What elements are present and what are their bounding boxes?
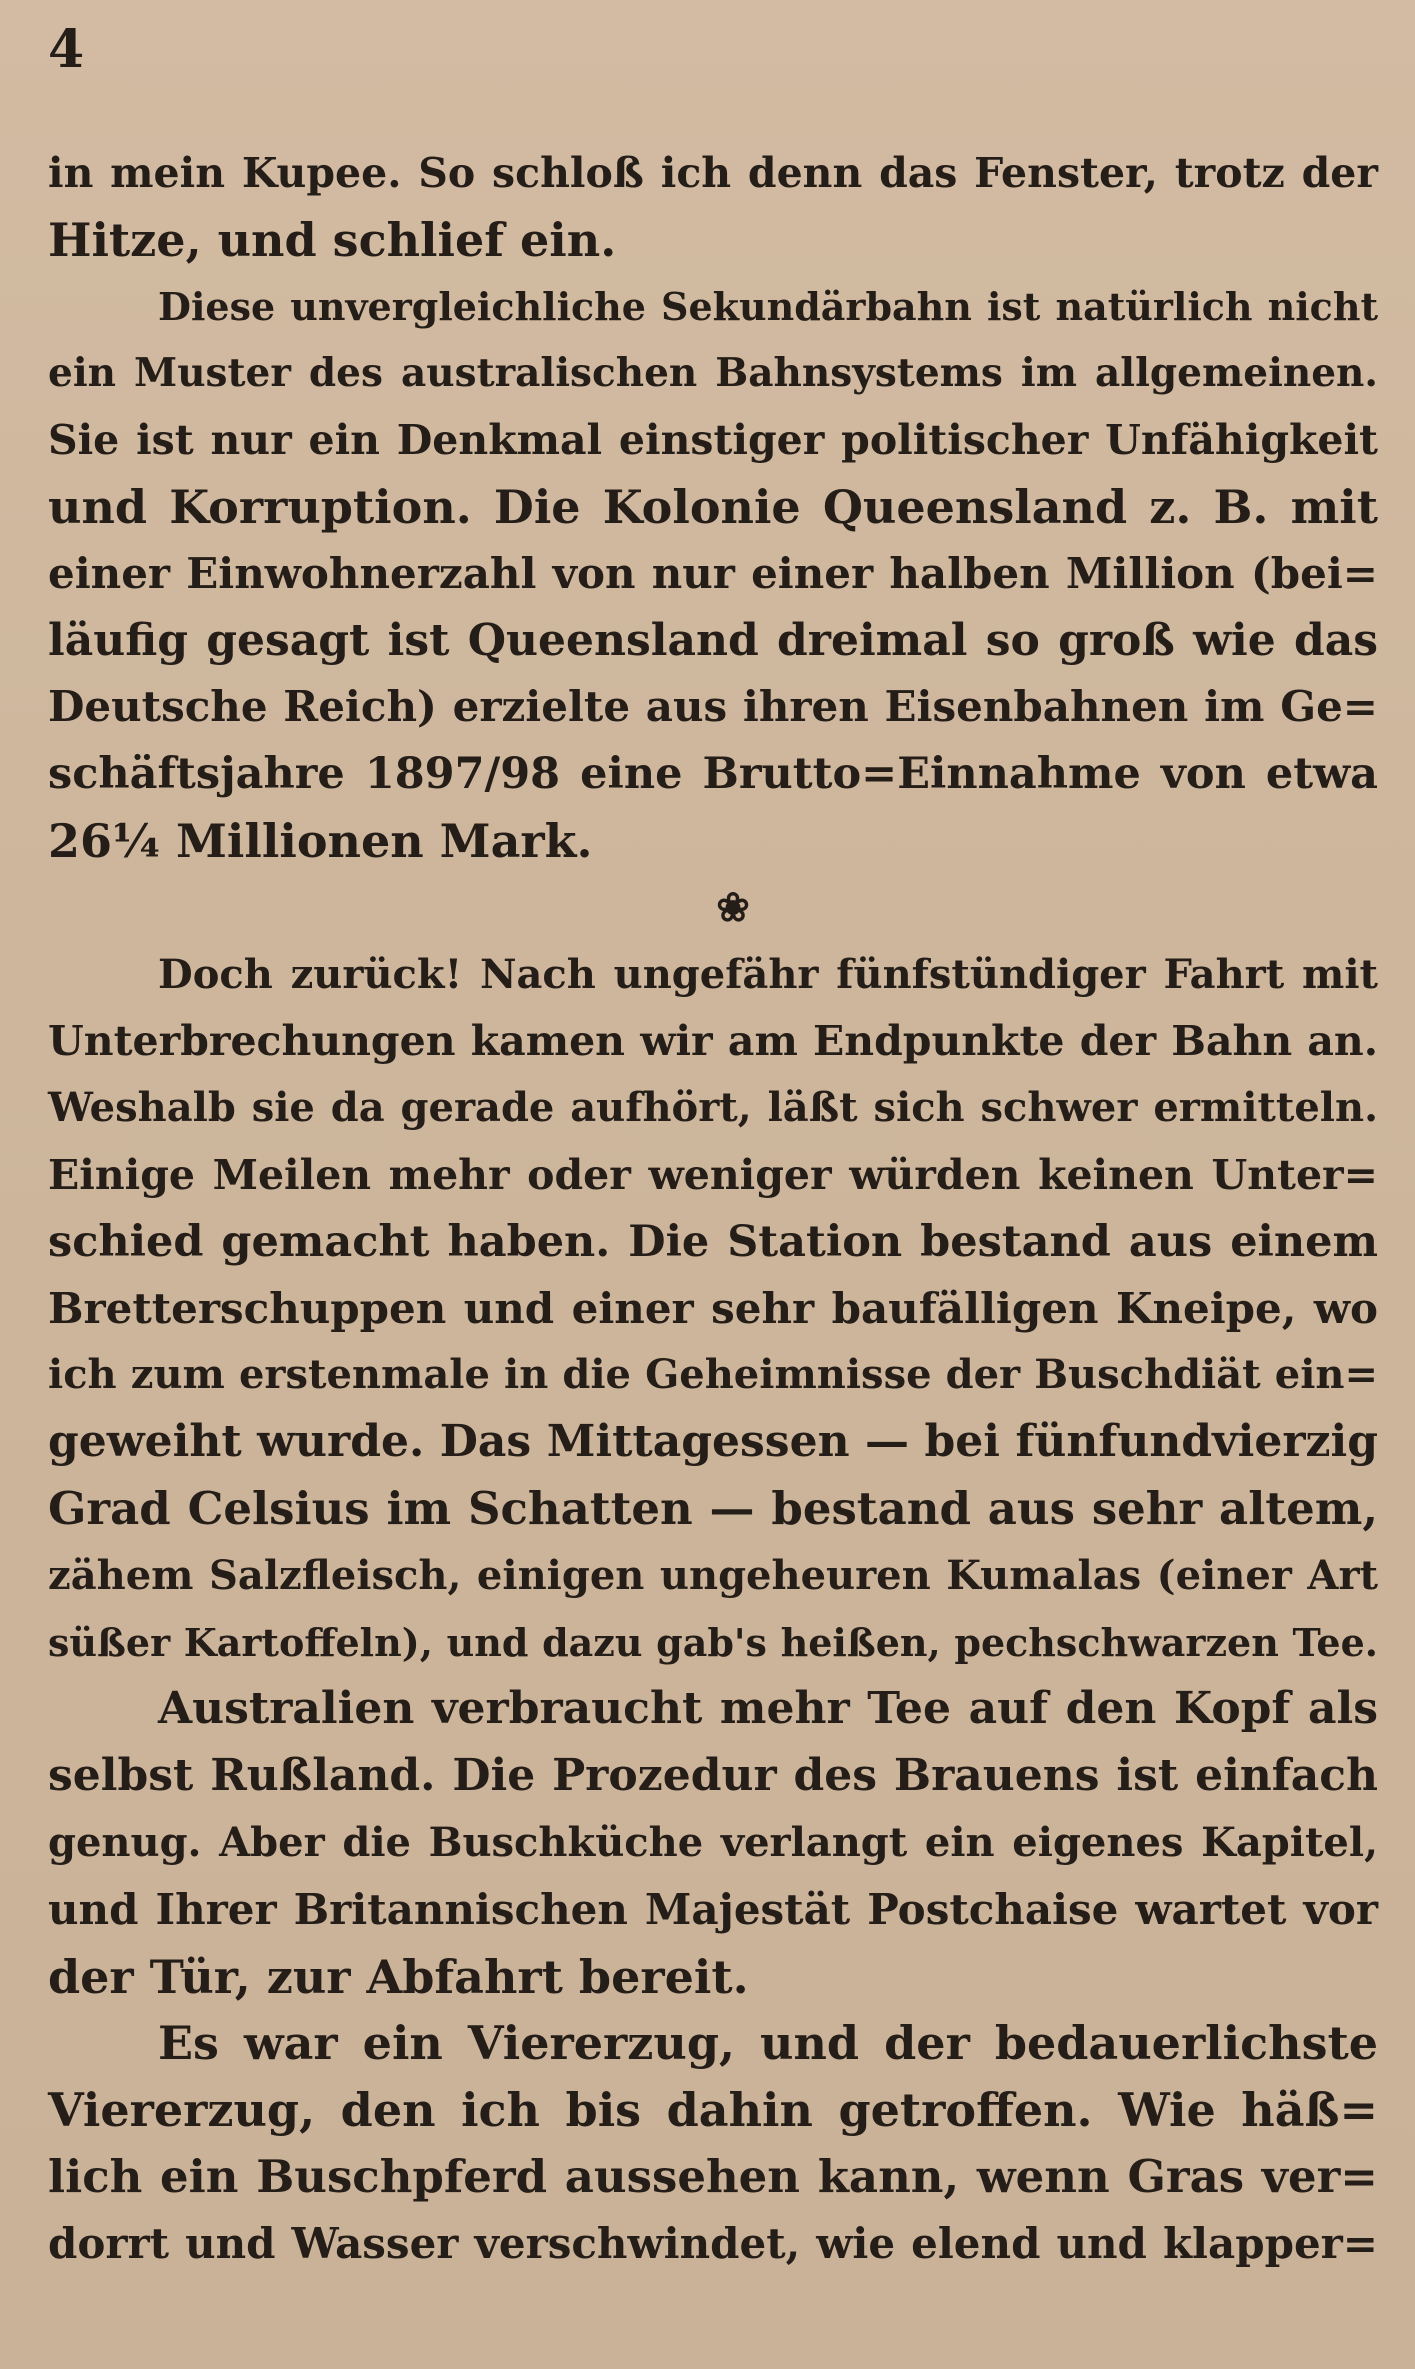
text-line: Einige Meilen mehr oder weniger würden keinen Unter= (48, 1150, 1378, 1199)
text-line: Bretterschuppen und einer sehr baufälligen Kneipe, wo (48, 1283, 1378, 1333)
text-line: genug. Aber die Buschküche verlangt ein eigenes Kapitel, (48, 1818, 1378, 1866)
text-line: Australien verbraucht mehr Tee auf den Kopf als (158, 1683, 1378, 1735)
section-ornament-icon: ❀ (716, 883, 750, 931)
text-line: ich zum erstenmale in die Geheimnisse der Buschdiät ein= (48, 1351, 1378, 1399)
text-line: Deutsche Reich) erzielte aus ihren Eisenbahnen im Ge= (48, 682, 1378, 732)
text-line: zähem Salzfleisch, einigen ungeheuren Kumalas (einer Art (48, 1551, 1378, 1599)
text-line: schäftsjahre 1897/98 eine Brutto=Einnahme von etwa (48, 749, 1378, 800)
text-line: Grad Celsius im Schatten — bestand aus sehr altem, (48, 1481, 1378, 1535)
text-line: und Korruption. Die Kolonie Queensland z. B. mit (48, 479, 1378, 534)
text-line: einer Einwohnerzahl von nur einer halben Million (bei= (48, 548, 1378, 598)
text-line: und Ihrer Britannischen Majestät Postchaise wartet vor (48, 1884, 1378, 1934)
page-number: 4 (48, 19, 85, 80)
text-line: der Tür, zur Abfahrt bereit. (48, 1949, 749, 2004)
text-line: Doch zurück! Nach ungefähr fünfstündiger Fahrt mit (158, 950, 1378, 998)
text-line: Hitze, und schlief ein. (48, 212, 617, 267)
text-line: Weshalb sie da gerade aufhört, läßt sich schwer ermitteln. (48, 1084, 1378, 1132)
text-line: Sie ist nur ein Denkmal einstiger politischer Unfähigkeit (48, 416, 1378, 465)
text-line: in mein Kupee. So schloß ich denn das Fenster, trotz der (48, 149, 1378, 197)
text-line: Es war ein Viererzug, und der bedauerlichste (158, 2016, 1378, 2071)
text-line: lich ein Buschpferd aussehen kann, wenn Gras ver= (48, 2149, 1378, 2203)
text-line: Viererzug, den ich bis dahin getroffen. Wie häß= (48, 2083, 1378, 2138)
text-line: 26¼ Millionen Mark. (48, 813, 593, 868)
body-text (48, 140, 1378, 2278)
text-line: geweiht wurde. Das Mittagessen — bei fünfundvierzig (48, 1416, 1378, 1468)
text-line: süßer Kartoffeln), und dazu gab's heißen, pechschwarzen Tee. (48, 1619, 1378, 1665)
text-line: schied gemacht haben. Die Station bestand aus einem (48, 1216, 1378, 1267)
text-line: ein Muster des australischen Bahnsystems im allgemeinen. (48, 350, 1378, 397)
text-line: dorrt und Wasser verschwindet, wie elend und klapper= (48, 2218, 1378, 2268)
text-line: selbst Rußland. Die Prozedur des Brauens ist einfach (48, 1750, 1378, 1802)
text-line: läufig gesagt ist Queensland dreimal so groß wie das (48, 614, 1378, 666)
text-line: Unterbrechungen kamen wir am Endpunkte der Bahn an. (48, 1017, 1378, 1066)
text-line: Diese unvergleichliche Sekundärbahn ist natürlich nicht (158, 283, 1378, 329)
